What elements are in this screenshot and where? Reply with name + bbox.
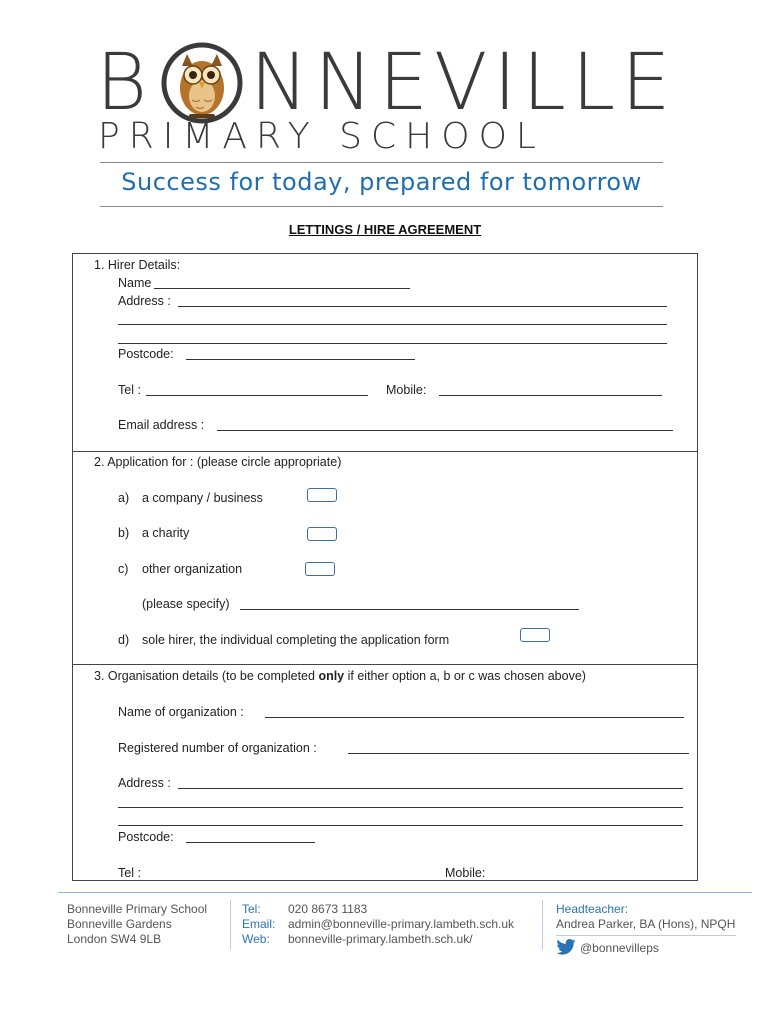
header-divider-top — [100, 162, 663, 163]
org-reg-number-label: Registered number of organization : — [118, 741, 317, 755]
footer-address — [67, 902, 207, 947]
hirer-postcode-label: Postcode: — [118, 347, 174, 361]
hirer-mobile-field[interactable] — [439, 395, 662, 396]
footer-headteacher-rule — [556, 935, 736, 936]
footer-email-label: Email: — [242, 917, 276, 931]
org-address-field[interactable] — [178, 788, 683, 789]
hirer-address-field[interactable] — [178, 306, 667, 307]
option-d-letter: d) — [118, 633, 130, 647]
document-title: LETTINGS / HIRE AGREEMENT — [288, 222, 482, 237]
option-d-checkbox[interactable] — [520, 628, 550, 642]
twitter-bird-icon — [556, 939, 576, 955]
hirer-mobile-label: Mobile: — [386, 383, 427, 397]
specify-field[interactable] — [240, 609, 579, 610]
org-tel-label: Tel : — [118, 866, 141, 880]
org-address-label: Address : — [118, 776, 171, 790]
footer-tel-label: Tel: — [242, 902, 261, 916]
headteacher-label: Headteacher: — [556, 902, 629, 916]
option-b-checkbox[interactable] — [307, 527, 337, 541]
footer-address-line: Bonneville Gardens — [67, 917, 172, 931]
option-d-label: sole hirer, the individual completing the application form — [142, 633, 450, 647]
section-divider — [72, 664, 698, 665]
footer-contact-labels — [242, 902, 275, 947]
option-c-label: other organization — [142, 562, 243, 576]
specify-label: (please specify) — [142, 597, 230, 611]
section-divider — [72, 451, 698, 452]
hirer-address-field-2[interactable] — [118, 324, 667, 325]
twitter-handle-link[interactable]: @bonnevilleps — [580, 941, 659, 955]
section-3-heading — [94, 668, 586, 684]
org-reg-number-field[interactable] — [348, 753, 689, 754]
footer-address-line: London SW4 9LB — [67, 932, 162, 946]
school-name: PRIMARY SCHOOL — [98, 116, 545, 157]
hirer-postcode-field[interactable] — [186, 359, 415, 360]
org-name-label: Name of organization : — [118, 705, 244, 719]
footer-divider — [58, 892, 752, 893]
headteacher-name: Andrea Parker, BA (Hons), NPQH — [556, 917, 736, 931]
hirer-address-label: Address : — [118, 294, 171, 308]
org-address-field-3[interactable] — [118, 825, 683, 826]
logo-wordmark: NNEVILLE — [250, 38, 677, 128]
org-address-field-2[interactable] — [118, 807, 683, 808]
option-a-label: a company / business — [142, 491, 263, 505]
school-tagline: Success for today, prepared for tomorrow — [121, 168, 642, 196]
hirer-tel-field[interactable] — [146, 395, 368, 396]
org-postcode-field[interactable] — [186, 842, 315, 843]
section-1-heading: 1. Hirer Details: — [94, 258, 181, 272]
section-3-heading-pre: 3. Organisation details (to be completed — [94, 669, 319, 683]
footer-web-label: Web: — [242, 932, 270, 946]
org-postcode-label: Postcode: — [118, 830, 174, 844]
option-b-label: a charity — [142, 526, 190, 540]
org-name-field[interactable] — [265, 717, 684, 718]
header-divider-bottom — [100, 206, 663, 207]
option-a-checkbox[interactable] — [307, 488, 337, 502]
hirer-email-field[interactable] — [217, 430, 673, 431]
logo-letter-b: B — [96, 38, 154, 128]
option-a-letter: a) — [118, 491, 130, 505]
option-b-letter: b) — [118, 526, 130, 540]
section-2-heading: 2. Application for : (please circle appropriate) — [94, 455, 342, 469]
hirer-name-label: Name — [118, 276, 152, 290]
footer-contact-values — [288, 902, 514, 947]
footer-tel-value: 020 8673 1183 — [288, 902, 368, 916]
hirer-tel-label: Tel : — [118, 383, 141, 397]
hirer-name-field[interactable] — [154, 288, 410, 289]
section-3-heading-emphasis: only — [318, 669, 345, 683]
footer-separator — [542, 900, 543, 950]
hirer-email-label: Email address : — [118, 418, 205, 432]
footer-email-link[interactable]: admin@bonneville-primary.lambeth.sch.uk — [288, 917, 515, 931]
option-c-checkbox[interactable] — [305, 562, 335, 576]
footer-separator — [230, 900, 231, 950]
option-c-letter: c) — [118, 562, 129, 576]
footer-web-link[interactable]: bonneville-primary.lambeth.sch.uk/ — [288, 932, 473, 946]
org-mobile-label: Mobile: — [445, 866, 486, 880]
footer-headteacher — [556, 902, 735, 932]
section-3-heading-post: if either option a, b or c was chosen above) — [344, 669, 586, 683]
school-logo — [96, 40, 676, 126]
hirer-address-field-3[interactable] — [118, 343, 667, 344]
footer-address-line: Bonneville Primary School — [67, 902, 208, 916]
owl-logo-icon — [156, 42, 248, 124]
